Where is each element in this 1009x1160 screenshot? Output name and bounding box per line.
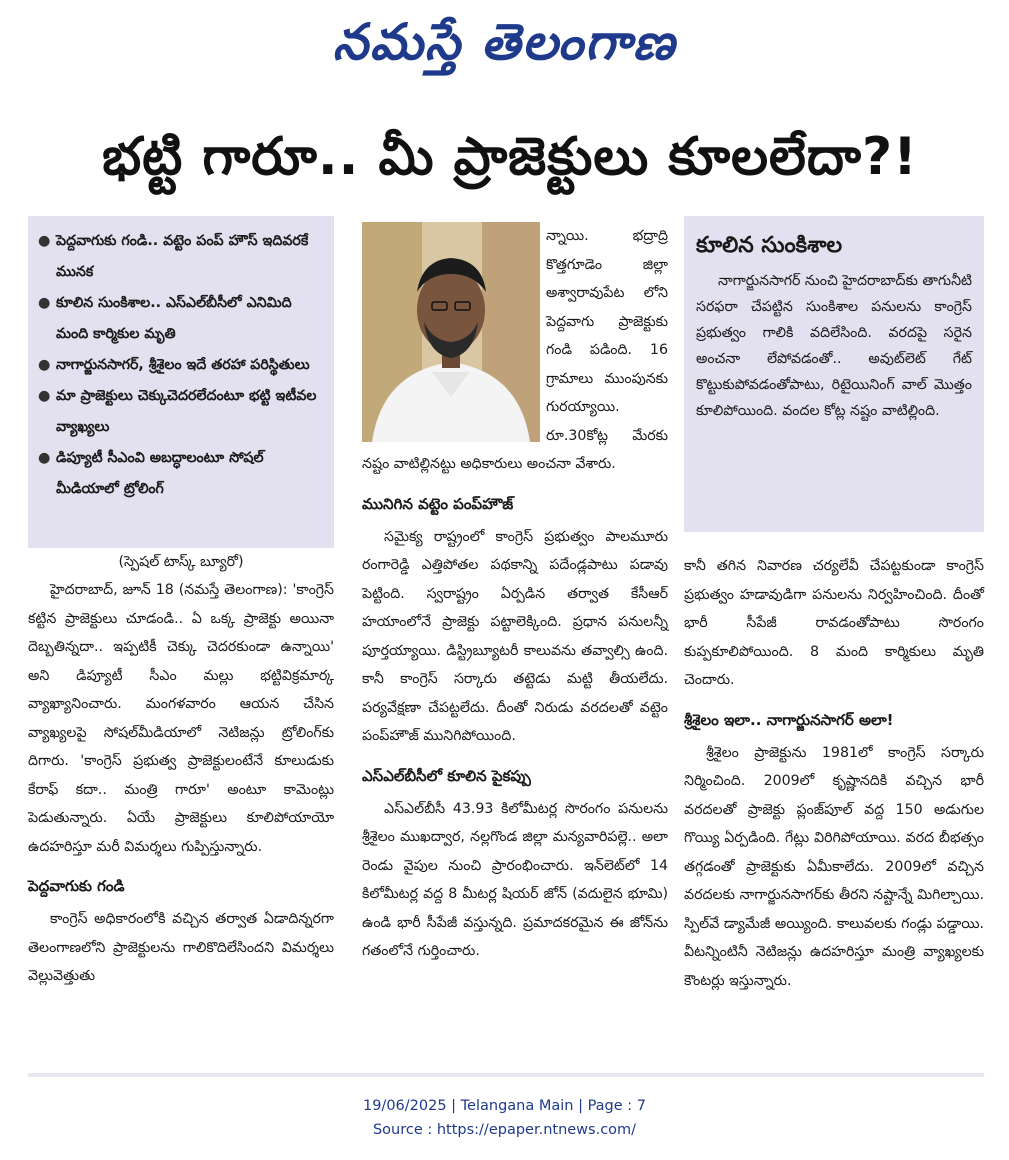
highlight-item: ● మా ప్రాజెక్టులు చెక్కుచెదరలేదంటూ భట్టి ఇటీవల వ్యాఖ్యలు [38,381,324,443]
article-column-1 [28,548,334,991]
article-column-3 [684,552,984,995]
footer-date-page: 19/06/2025 | Telangana Main | Page : 7 [362,1098,647,1114]
subheading: మునిగిన వట్టెం పంప్‌హౌజ్ [362,494,514,513]
article-paragraph: ఎస్ఎల్‌బీసీ 43.93 కిలోమీటర్ల సొరంగం పనులను శ్రీశైలం ముఖద్వార, నల్లగొండ జిల్లా మన్యవారిపల్లె.. అలా రెండు వైపుల నుంచి ప్రారంభించారు. ఇన్‌లెట్‌లో 14 కిలోమీటర్ల వద్ద 8 మీటర్ల షియర్ జోన్ (వదులైన భూమి) ఉండి భారీ సీపేజీ వస్తున్నది. ప్రమాదకరమైన ఈ జోన్‌ను గతంలోనే గుర్తించారు. [362,800,668,959]
subheading: ఎస్ఎల్‌బీసీలో కూలిన పైకప్పు [362,766,531,785]
highlights-box [28,216,334,548]
box-text: నాగార్జునసాగర్ నుంచి హైదరాబాద్‌కు తాగునీటి సరఫరా చేపట్టిన సుంకిశాల పనులను కాంగ్రెస్ ప్రభుత్వం గాలికి వదిలేసింది. వరదపై సరైన అంచనా లేపోవడంతో.. అవుట్‌లెట్ గేట్ కొట్టుకుపోవడంతోపాటు, రిటైయినింగ్ వాల్ మొత్తం కూలిపోయింది. వందల కోట్ల నష్టం వాటిల్లింది. [696,273,972,419]
article-paragraph: శ్రీశైలం ప్రాజెక్టును 1981లో కాంగ్రెస్ సర్కారు నిర్మించింది. 2009లో కృష్ణానదికి వచ్చిన భారీ వరదలతో ప్రాజెక్టు ప్లంజ్‌పూల్ వద్ద 150 అడుగుల గొయ్యి ఏర్పడింది. గేట్లు విరిగిపోయాయి. వరద బీభత్సం తగ్గడంతో ప్రాజెక్టుకు ఏమీకాలేదు. 2009లో వచ్చిన వరదలకు నాగార్జునసాగర్‌కు తీరని నష్టాన్నే మిగిల్చాయి. స్పిల్‌వే డ్యామేజీ అయ్యింది. కాలువలకు గండ్లు పడ్డాయి. వీటన్నింటినీ నెటిజన్లు ఉదహరిస్తూ మంత్రి వ్యాఖ్యలకు కౌంటర్లు ఇస్తున్నారు. [684,744,984,989]
bullet-icon: ● [38,233,51,249]
highlight-item: ● కూలిన సుంకిశాల.. ఎస్ఎల్‌బీసీలో ఎనిమిది మంది కార్మికుల మృతి [38,288,324,350]
article-paragraph: కాంగ్రెస్ అధికారంలోకి వచ్చిన తర్వాత ఏడాదిన్నరగా తెలంగాణలోని ప్రాజెక్టులను గాలికొదిలేసిందని విమర్శలు వెల్లువెత్తుతు [28,911,334,984]
subheading: శ్రీశైలం ఇలా.. నాగార్జునసాగర్ అలా! [684,710,894,729]
box-title: కూలిన సుంకిశాల [696,233,843,258]
highlight-item: ● డిప్యూటీ సీఎంవి అబద్ధాలంటూ సోషల్ మీడియాలో ట్రోలింగ్ [38,443,324,505]
footer-source[interactable]: Source : https://epaper.ntnews.com/ [372,1122,637,1138]
masthead-title: నమస్తే తెలంగాణ [332,13,677,71]
highlight-item: ● నాగార్జునసాగర్, శ్రీశైలం ఇదే తరహా పరిస్థితులు [38,350,324,381]
portrait-image [362,222,540,442]
article-intro: హైదరాబాద్, జూన్ 18 (నమస్తే తెలంగాణ): 'కాంగ్రెస్ కట్టిన ప్రాజెక్టులు చూడండి.. ఏ ఒక్క ప్రాజెక్టు అయినా దెబ్బతిన్నదా.. ఇప్పటికీ చెక్కు చెదరకుండా ఉన్నాయి' అని డిప్యూటీ సీఎం మల్లు భట్టివిక్రమార్క వ్యాఖ్యానించారు. మంగళవారం ఆయన చేసిన వ్యాఖ్యలపై సోషల్‌మీడియాలో నెటిజన్లు ట్రోలింగ్‌కు దిగారు. 'కాంగ్రెస్ ప్రభుత్వ ప్రాజెక్టులంటేనే కూలుడుకు కేరాఫ్ కదా.. మంత్రి గారూ' అంటూ కామెంట్లు పెడుతున్నారు. ఏయే ప్రాజెక్టులు కూలిపోయాయో ఉదహరిస్తూ మరీ విమర్శలు గుప్పిస్తున్నారు. [28,582,334,855]
sidebar-box [684,216,984,532]
subheading: పెద్దవాగుకు గండి [28,877,125,895]
page-footer [0,1094,1009,1142]
bullet-icon: ● [38,450,51,466]
article-column-2 [362,222,668,966]
divider [28,1073,984,1077]
bullet-icon: ● [38,295,51,311]
bullet-icon: ● [38,357,51,373]
article-paragraph: కానీ తగిన నివారణ చర్యలేవీ చేపట్టకుండా కాంగ్రెస్ ప్రభుత్వం హడావుడిగా పనులను నిర్వహించింది. దీంతో భారీ సీపేజీ రావడంతోపాటు సొరంగం కుప్పకూలిపోయింది. 8 మంది కార్మికులు మృతి చెందారు. [684,558,984,688]
article-paragraph: న్నాయి. భద్రాద్రి కొత్తగూడెం జిల్లా అశ్వారావుపేట లోని పెద్దవాగు ప్రాజెక్టుకు గండి పడింది. 16 గ్రామాలు ముంపునకు గురయ్యాయి. రూ.30కోట్ల మేరకు నష్టం వాటిల్లినట్టు అధికారులు అంచనా వేశారు. [362,228,668,472]
article-paragraph: సమైక్య రాష్ట్రంలో కాంగ్రెస్ ప్రభుత్వం పాలమూరు రంగారెడ్డి ఎత్తిపోతల పథకాన్ని పదేండ్లపాటు పడావు పెట్టింది. స్వరాష్ట్రం ఏర్పడిన తర్వాత కేసీఆర్ హయాంలోనే ప్రాజెక్టు పట్టాలెక్కింది. ప్రధాన పనులన్నీ పూర్తయ్యాయి. డిస్ట్రిబ్యూటరీ కాలువను తవ్వాల్సి ఉంది. కానీ కాంగ్రెస్ సర్కారు తట్టెడు మట్టి తీయలేదు. పర్యవేక్షణా చేపట్టలేదు. దీంతో నిరుడు వరదలతో వట్టెం పంప్‌హౌజ్ మునిగిపోయింది. [362,528,668,744]
politician-photo [362,222,540,442]
bullet-icon: ● [38,388,51,404]
headline: భట్టి గారూ.. మీ ప్రాజెక్టులు కూలలేదా?! [102,127,918,187]
highlight-item: ● పెద్దవాగుకు గండి.. వట్టెం పంప్ హౌస్ ఇదివరకే మునక [38,226,324,288]
byline: (స్పెషల్ టాస్క్ బ్యూరో) [118,554,244,570]
